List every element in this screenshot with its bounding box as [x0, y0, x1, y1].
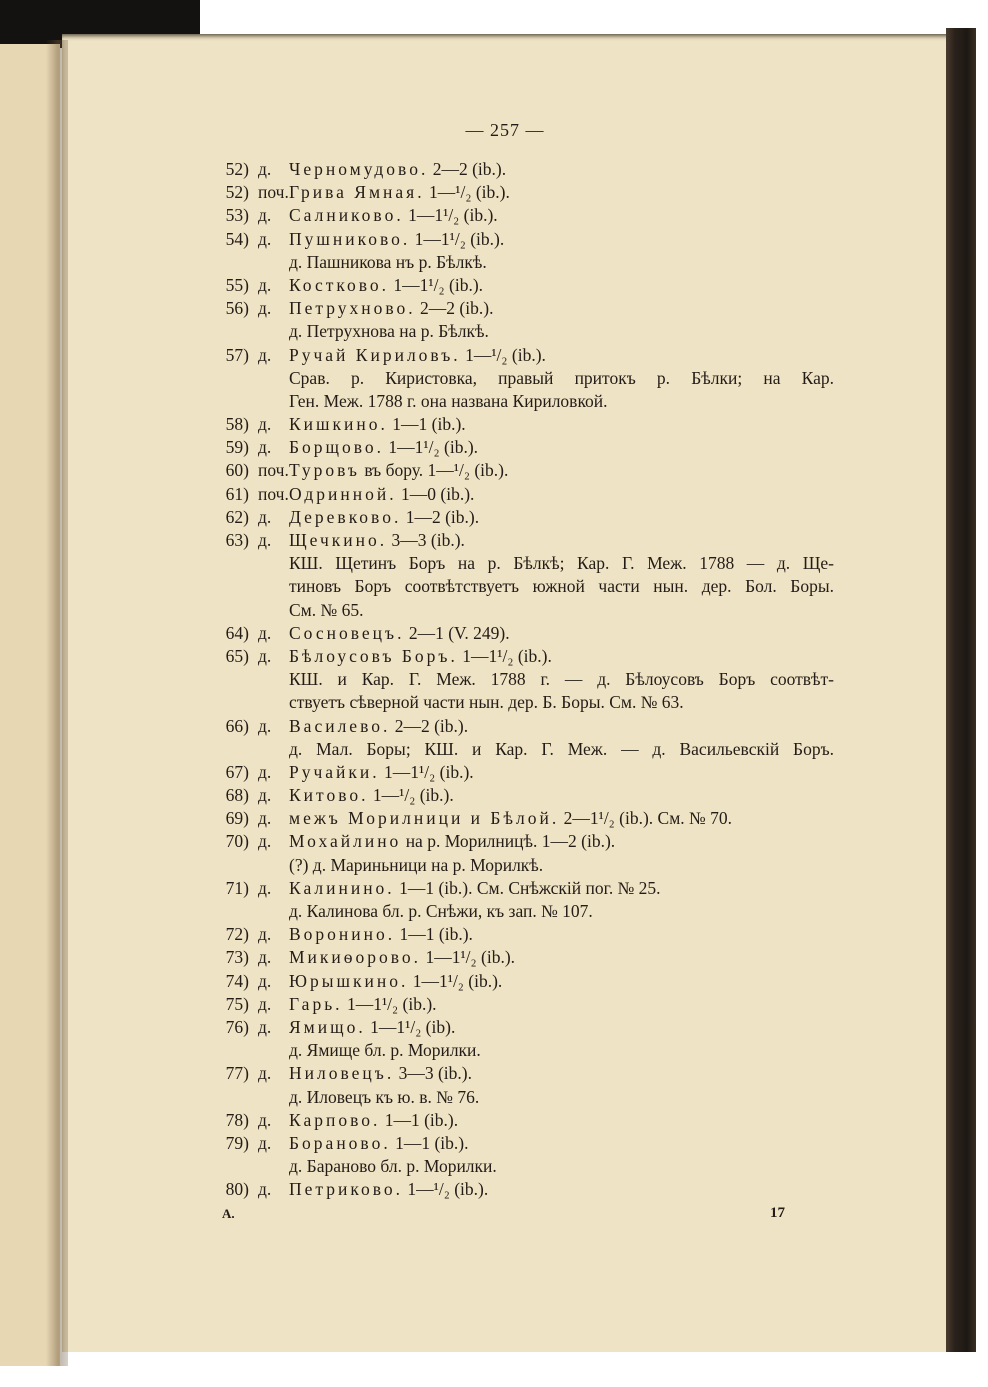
entry-line [0, 529, 988, 552]
entry-details: 3—3 (ib.). [391, 530, 465, 550]
entry-text [289, 436, 478, 459]
entry-line [0, 483, 988, 506]
entry-text [289, 761, 474, 784]
settlement-name: Костково. [289, 274, 390, 295]
entry-line [0, 1109, 988, 1132]
entry-details: 1—1¹/₂ (ib.). [346, 993, 437, 1014]
entry-details: 2—2 (ib.). [432, 159, 507, 179]
entry-text [289, 181, 510, 204]
entry-number: 68) [225, 785, 249, 806]
note-text: д. Петрухнова на р. Бѣлкѣ. [289, 321, 489, 342]
entry-number: 59) [225, 437, 249, 458]
settlement-type: д. [258, 414, 272, 435]
entry-text [289, 529, 465, 552]
entry-number: 79) [225, 1132, 249, 1153]
entry-text [289, 483, 474, 506]
settlement-type: д. [258, 1063, 272, 1084]
settlement-type: д. [258, 1132, 272, 1153]
settlement-name: Ручай Кириловъ. [289, 344, 461, 365]
entry-number: 57) [225, 344, 249, 365]
entry-text [289, 946, 515, 969]
entry-line [0, 1062, 988, 1085]
settlement-name: межъ Морилници и Бѣлой. [289, 808, 560, 829]
entry-line [0, 970, 988, 993]
settlement-type: д. [258, 159, 272, 179]
settlement-type: д. [258, 344, 272, 365]
entry-line [0, 181, 988, 204]
note-text: д. Ямище бл. р. Морилки. [289, 1040, 481, 1061]
settlement-name: Пушниково. [289, 228, 411, 249]
entry-number: 52) [225, 159, 249, 179]
entry-line [0, 1016, 988, 1039]
settlement-name: Одринной. [289, 483, 397, 504]
note-text: д. Иловецъ къ ю. в. № 76. [289, 1086, 480, 1107]
settlement-name: Петрухново. [289, 298, 416, 319]
settlement-type: д. [258, 530, 272, 550]
note-text: ствуетъ сѣверной части нын. дер. Б. Боры. См. № 63. [289, 692, 684, 713]
entry-details: 1—1 (ib.). [392, 414, 466, 435]
entry-line [0, 436, 988, 459]
entry-line [0, 761, 988, 784]
entry-text [289, 877, 661, 900]
entry-number: 72) [225, 924, 249, 945]
entry-text [289, 228, 504, 251]
entry-text [289, 923, 473, 946]
entry-number: 71) [225, 877, 249, 898]
entry-details: 1—1¹/₂ (ib.). [388, 437, 479, 458]
settlement-type: д. [258, 506, 272, 527]
settlement-type: д. [258, 1016, 272, 1037]
entry-text [289, 1178, 488, 1201]
settlement-type: д. [258, 437, 272, 458]
entry-text [289, 807, 732, 830]
entry-text [289, 158, 506, 181]
settlement-name: Туровъ [289, 460, 360, 481]
entry-number: 74) [225, 970, 249, 991]
settlement-name: Василево. [289, 715, 391, 736]
settlement-type: д. [258, 877, 272, 898]
entry-details: 2—2 (ib.). [394, 715, 469, 736]
entry-text [289, 715, 468, 738]
note-text: д. Мал. Боры; КШ. и Кар. Г. Меж. — д. Васильевскій Боръ. [289, 738, 834, 759]
settlement-type: д. [258, 808, 272, 829]
entry-number: 78) [225, 1109, 249, 1130]
entry-line [0, 877, 988, 900]
entry-text [289, 993, 437, 1016]
entry-details: 3—3 (ib.). [398, 1063, 472, 1084]
note-line [0, 367, 988, 390]
entry-details: 1—1¹/₂ (ib.). [462, 645, 552, 666]
note-line [0, 691, 988, 714]
entry-number: 80) [225, 1179, 249, 1200]
entry-number: 54) [225, 228, 249, 249]
settlement-name: Юрышкино. [289, 970, 409, 991]
entry-line [0, 204, 988, 227]
printer-signature-mark: А. [222, 1206, 235, 1221]
entry-line [0, 158, 988, 181]
settlement-type: поч. [258, 460, 289, 481]
settlement-name: Карпово. [289, 1109, 381, 1130]
entry-list [0, 158, 988, 1201]
settlement-type: д. [258, 761, 272, 782]
entry-text [289, 1062, 472, 1085]
entry-line [0, 1132, 988, 1155]
entry-number: 70) [225, 831, 249, 852]
settlement-type: д. [258, 298, 272, 319]
entry-line [0, 715, 988, 738]
settlement-name: Сосновецъ. [289, 622, 405, 643]
entry-details: 1—¹/₂ (ib.). [407, 1179, 489, 1200]
settlement-type: д. [258, 645, 272, 666]
entry-details: 1—¹/₂ (ib.). [428, 182, 510, 203]
settlement-type: д. [258, 205, 272, 226]
settlement-name: Борщово. [289, 437, 385, 458]
entry-text [289, 413, 466, 436]
note-text: Срав. р. Киристовка, правый притокъ р. Бѣлки; на Кар. [289, 367, 834, 388]
entry-number: 53) [225, 205, 249, 226]
note-line [0, 738, 988, 761]
entry-details: 1—0 (ib.). [401, 483, 475, 504]
note-text: См. № 65. [289, 599, 364, 620]
settlement-name: Ниловецъ. [289, 1063, 395, 1084]
settlement-name: Бораново. [289, 1132, 391, 1153]
entry-line [0, 645, 988, 668]
entry-details: 1—¹/₂ (ib.). [372, 785, 454, 806]
note-line [0, 1155, 988, 1178]
note-text: (?) д. Мариньници на р. Морилкѣ. [289, 854, 544, 875]
note-text: Ген. Меж. 1788 г. она названа Кириловкой. [289, 390, 608, 411]
note-line [0, 1039, 988, 1062]
settlement-name: Щечкино. [289, 530, 388, 550]
entry-number: 61) [225, 483, 249, 504]
settlement-name: Ямищо. [289, 1016, 366, 1037]
note-text: д. Калинова бл. р. Снѣжи, къ зап. № 107. [289, 901, 593, 921]
entry-text [289, 1109, 458, 1132]
entry-text [289, 622, 510, 645]
entry-line [0, 506, 988, 529]
settlement-type: поч. [258, 182, 289, 203]
settlement-name: Китово. [289, 785, 369, 806]
entry-line [0, 228, 988, 251]
entry-text [289, 970, 502, 993]
entry-line [0, 923, 988, 946]
settlement-name: Гарь. [289, 993, 343, 1014]
entry-text [289, 1016, 455, 1039]
entry-number: 65) [225, 645, 249, 666]
settlement-type: д. [258, 715, 272, 736]
entry-text [289, 344, 546, 367]
entry-number: 60) [225, 460, 249, 481]
entry-details: 1—1 (ib.). [395, 1132, 469, 1153]
entry-text [289, 459, 508, 482]
entry-details: 1—1 (ib.). [399, 924, 473, 945]
note-line [0, 575, 988, 598]
sheet-number: 17 [770, 1205, 785, 1221]
entry-number: 55) [225, 274, 249, 295]
note-line [0, 1086, 988, 1109]
entry-number: 58) [225, 414, 249, 435]
note-text: д. Пашникова нъ р. Бѣлкѣ. [289, 251, 487, 272]
entry-line [0, 993, 988, 1016]
entry-number: 76) [225, 1016, 249, 1037]
settlement-type: д. [258, 228, 272, 249]
entry-details: 1—¹/₂ (ib.). [465, 344, 546, 365]
entry-details: 1—1¹/₂ (ib.). [393, 274, 484, 295]
settlement-name: Деревково. [289, 506, 402, 527]
settlement-type: д. [258, 274, 272, 295]
entry-number: 69) [225, 808, 249, 829]
settlement-name: Бѣлоусовъ Боръ. [289, 645, 458, 666]
entry-text [289, 1132, 468, 1155]
note-line [0, 668, 988, 691]
settlement-name: Воронино. [289, 924, 396, 945]
settlement-type: д. [258, 831, 272, 852]
entry-line [0, 784, 988, 807]
settlement-name: Кишкино. [289, 414, 388, 435]
settlement-type: д. [258, 947, 272, 968]
settlement-type: д. [258, 1179, 272, 1200]
settlement-name: Калинино. [289, 877, 395, 898]
entry-number: 67) [225, 761, 249, 782]
entry-line [0, 297, 988, 320]
entry-details: 1—1¹/₂ (ib.). [408, 205, 498, 226]
entry-details: 1—1¹/₂ (ib.). [425, 947, 516, 968]
entry-number: 63) [225, 530, 249, 550]
entry-line [0, 1178, 988, 1201]
settlement-name: Грива Ямная. [289, 182, 425, 203]
settlement-type: д. [258, 785, 272, 806]
entry-number: 73) [225, 947, 249, 968]
entry-details: 2—1¹/₂ (ib.). См. № 70. [563, 808, 732, 829]
entry-number: 75) [225, 993, 249, 1014]
entry-text [289, 204, 498, 227]
note-line [0, 854, 988, 877]
settlement-name: Петриково. [289, 1179, 404, 1200]
entry-line [0, 344, 988, 367]
entry-details: 1—1¹/₂ (ib.). [414, 228, 505, 249]
entry-details: 1—1¹/₂ (ib.). [384, 761, 474, 782]
note-text: д. Бараново бл. р. Морилки. [289, 1156, 497, 1177]
settlement-type: д. [258, 970, 272, 991]
settlement-type: д. [258, 924, 272, 945]
entry-details: 1—1 (ib.). [384, 1109, 459, 1130]
note-line [0, 390, 988, 413]
entry-text [289, 784, 454, 807]
note-line [0, 552, 988, 575]
settlement-type: д. [258, 993, 272, 1014]
entry-text [289, 274, 483, 297]
entry-details: 2—1 (V. 249). [408, 622, 510, 643]
note-text: КШ. и Кар. Г. Меж. 1788 г. — д. Бѣлоусовъ Боръ соотвѣт- [289, 669, 834, 690]
entry-line [0, 274, 988, 297]
entry-line [0, 830, 988, 853]
settlement-name: Салниково. [289, 205, 404, 226]
entry-line [0, 807, 988, 830]
entry-details: 1—2 (ib.). [405, 506, 480, 527]
entry-details: 1—1 (ib.). См. Снѣжскій пог. № 25. [399, 877, 661, 898]
settlement-name: Ручайки. [289, 761, 380, 782]
entry-details: 1—1¹/₂ (ib.). [412, 970, 503, 991]
entry-number: 62) [225, 506, 249, 527]
entry-line [0, 459, 988, 482]
entry-text [289, 506, 479, 529]
entry-line [0, 413, 988, 436]
entry-number: 56) [225, 298, 249, 319]
settlement-type: д. [258, 1109, 272, 1130]
entry-line [0, 946, 988, 969]
entry-number: 66) [225, 715, 249, 736]
settlement-type: д. [258, 622, 272, 643]
note-text: КШ. Щетинъ Боръ на р. Бѣлкѣ; Кар. Г. Меж. 1788 — д. Ще- [289, 553, 834, 574]
entry-text [289, 297, 493, 320]
note-text: тиновъ Боръ соотвѣтствуетъ южной части нын. дер. Бол. Боры. [289, 576, 834, 597]
entry-text [289, 830, 615, 853]
settlement-type: поч. [258, 483, 289, 504]
entry-text [289, 645, 552, 668]
note-line [0, 900, 988, 923]
entry-details: 1—1¹/₂ (ib). [370, 1016, 456, 1037]
note-line [0, 251, 988, 274]
settlement-name: Мохайлино [289, 831, 402, 852]
entry-details: въ бору. 1—¹/₂ (ib.). [364, 460, 509, 481]
entry-details: на р. Морилницѣ. 1—2 (ib.). [405, 831, 616, 852]
entry-line [0, 622, 988, 645]
settlement-name: Черномудово. [289, 159, 429, 179]
note-line [0, 320, 988, 343]
page-number: — 257 — [465, 120, 545, 140]
entry-details: 2—2 (ib.). [420, 298, 494, 319]
entry-number: 64) [225, 622, 249, 643]
entry-number: 77) [225, 1063, 249, 1084]
settlement-name: Микиѳорово. [289, 947, 422, 968]
entry-number: 52) [225, 182, 249, 203]
note-line [0, 599, 988, 622]
